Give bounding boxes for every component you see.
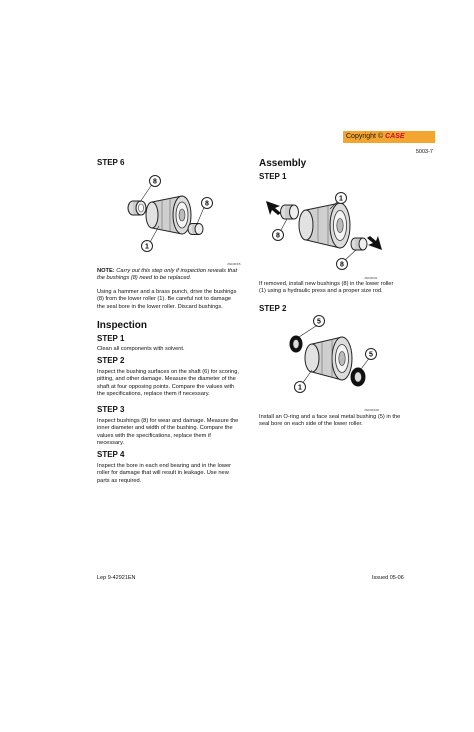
- lower-roller-part: [299, 203, 350, 248]
- figure-assembly-step2: [282, 314, 392, 406]
- press-arrow-left: [266, 201, 281, 215]
- bushing-left-part: [281, 205, 299, 219]
- lower-roller-part: [146, 196, 191, 234]
- copyright-label: Copyright ©: [346, 133, 384, 140]
- assembly-step1-text: If removed, install new bushings (8) in the lower roller (1) using a hydraulic press and a proper size rod.: [259, 281, 394, 295]
- figure-step6: [112, 172, 240, 264]
- fig-code-assembly-step1: JS03R/04: [364, 276, 378, 280]
- bushing-right-part: [188, 224, 203, 235]
- assembly-heading: Assembly: [259, 158, 307, 169]
- copyright-badge: [343, 131, 435, 143]
- inspection-step4-text: Inspect the bore in each end bearing and in the lower roller for damage that will result in leakage. Use new parts as required.: [97, 463, 232, 484]
- assembly-step2-text: Install an O-ring and a face seal metal bushing (5) in the seal bore on each side of the lower roller.: [259, 414, 401, 428]
- callout-8-right-label: 8: [205, 200, 209, 208]
- bushing-right-part: [351, 238, 367, 250]
- fig-code-assembly-step2: JS03R/108: [364, 408, 379, 412]
- note-paragraph: [97, 268, 239, 283]
- face-seal-right-part: [351, 368, 365, 386]
- press-arrow-right: [367, 236, 382, 250]
- footer-issued: Issued 05-06: [372, 575, 404, 581]
- callout-5-top-label: 5: [317, 318, 321, 326]
- step6-heading: STEP 6: [97, 158, 125, 167]
- lower-roller-part: [305, 337, 352, 380]
- step6-text: Using a hammer and a brass punch, drive the bushings (8) from the lower roller (1). Be careful not to damage the seal bore in the lower roller. Discard bushings.: [97, 289, 237, 310]
- inspection-step3-text: Inspect bushings (8) for wear and damage. Measure the inner diameter and width of the bushing. Compare the values with the specifications, replace them if necessary.: [97, 418, 239, 447]
- page-number: 5003-7: [415, 149, 433, 155]
- inspection-step2-text: Inspect the bushing surfaces on the shaft (6) for scoring, pitting, and other damage. Measure the diameter of the shaft at four opposing points. Compare the values with the specifications, replace them if necessary.: [97, 369, 239, 398]
- figure-assembly-step1: [258, 184, 388, 276]
- callout-1-label: 1: [339, 195, 343, 203]
- inspection-step4-heading: STEP 4: [97, 450, 125, 459]
- bushing-left-part: [128, 201, 146, 215]
- callout-8-left-label: 8: [276, 232, 280, 240]
- inspection-step2-heading: STEP 2: [97, 356, 125, 365]
- callout-1-label: 1: [145, 243, 149, 251]
- callout-8-top-label: 8: [153, 178, 157, 186]
- note-text: Carry out this step only if inspection reveals that the bushings (8) need to be replaced.: [97, 268, 238, 282]
- callout-8-right-label: 8: [340, 261, 344, 269]
- assembly-step2-heading: STEP 2: [259, 304, 287, 313]
- case-logo: CASE: [385, 133, 405, 140]
- inspection-step1-heading: STEP 1: [97, 334, 125, 343]
- fig-code-step6: JS03R/K5: [227, 262, 241, 266]
- note-label: NOTE:: [97, 268, 115, 274]
- callout-1-label: 1: [298, 384, 302, 392]
- footer-doc-number: Lep 9-42921EN: [97, 575, 136, 581]
- assembly-step1-heading: STEP 1: [259, 172, 287, 181]
- callout-5-right-label: 5: [369, 351, 373, 359]
- inspection-step3-heading: STEP 3: [97, 405, 125, 414]
- inspection-step1-text: Clean all components with solvent.: [97, 346, 185, 352]
- face-seal-left-part: [290, 336, 302, 352]
- inspection-heading: Inspection: [97, 320, 148, 331]
